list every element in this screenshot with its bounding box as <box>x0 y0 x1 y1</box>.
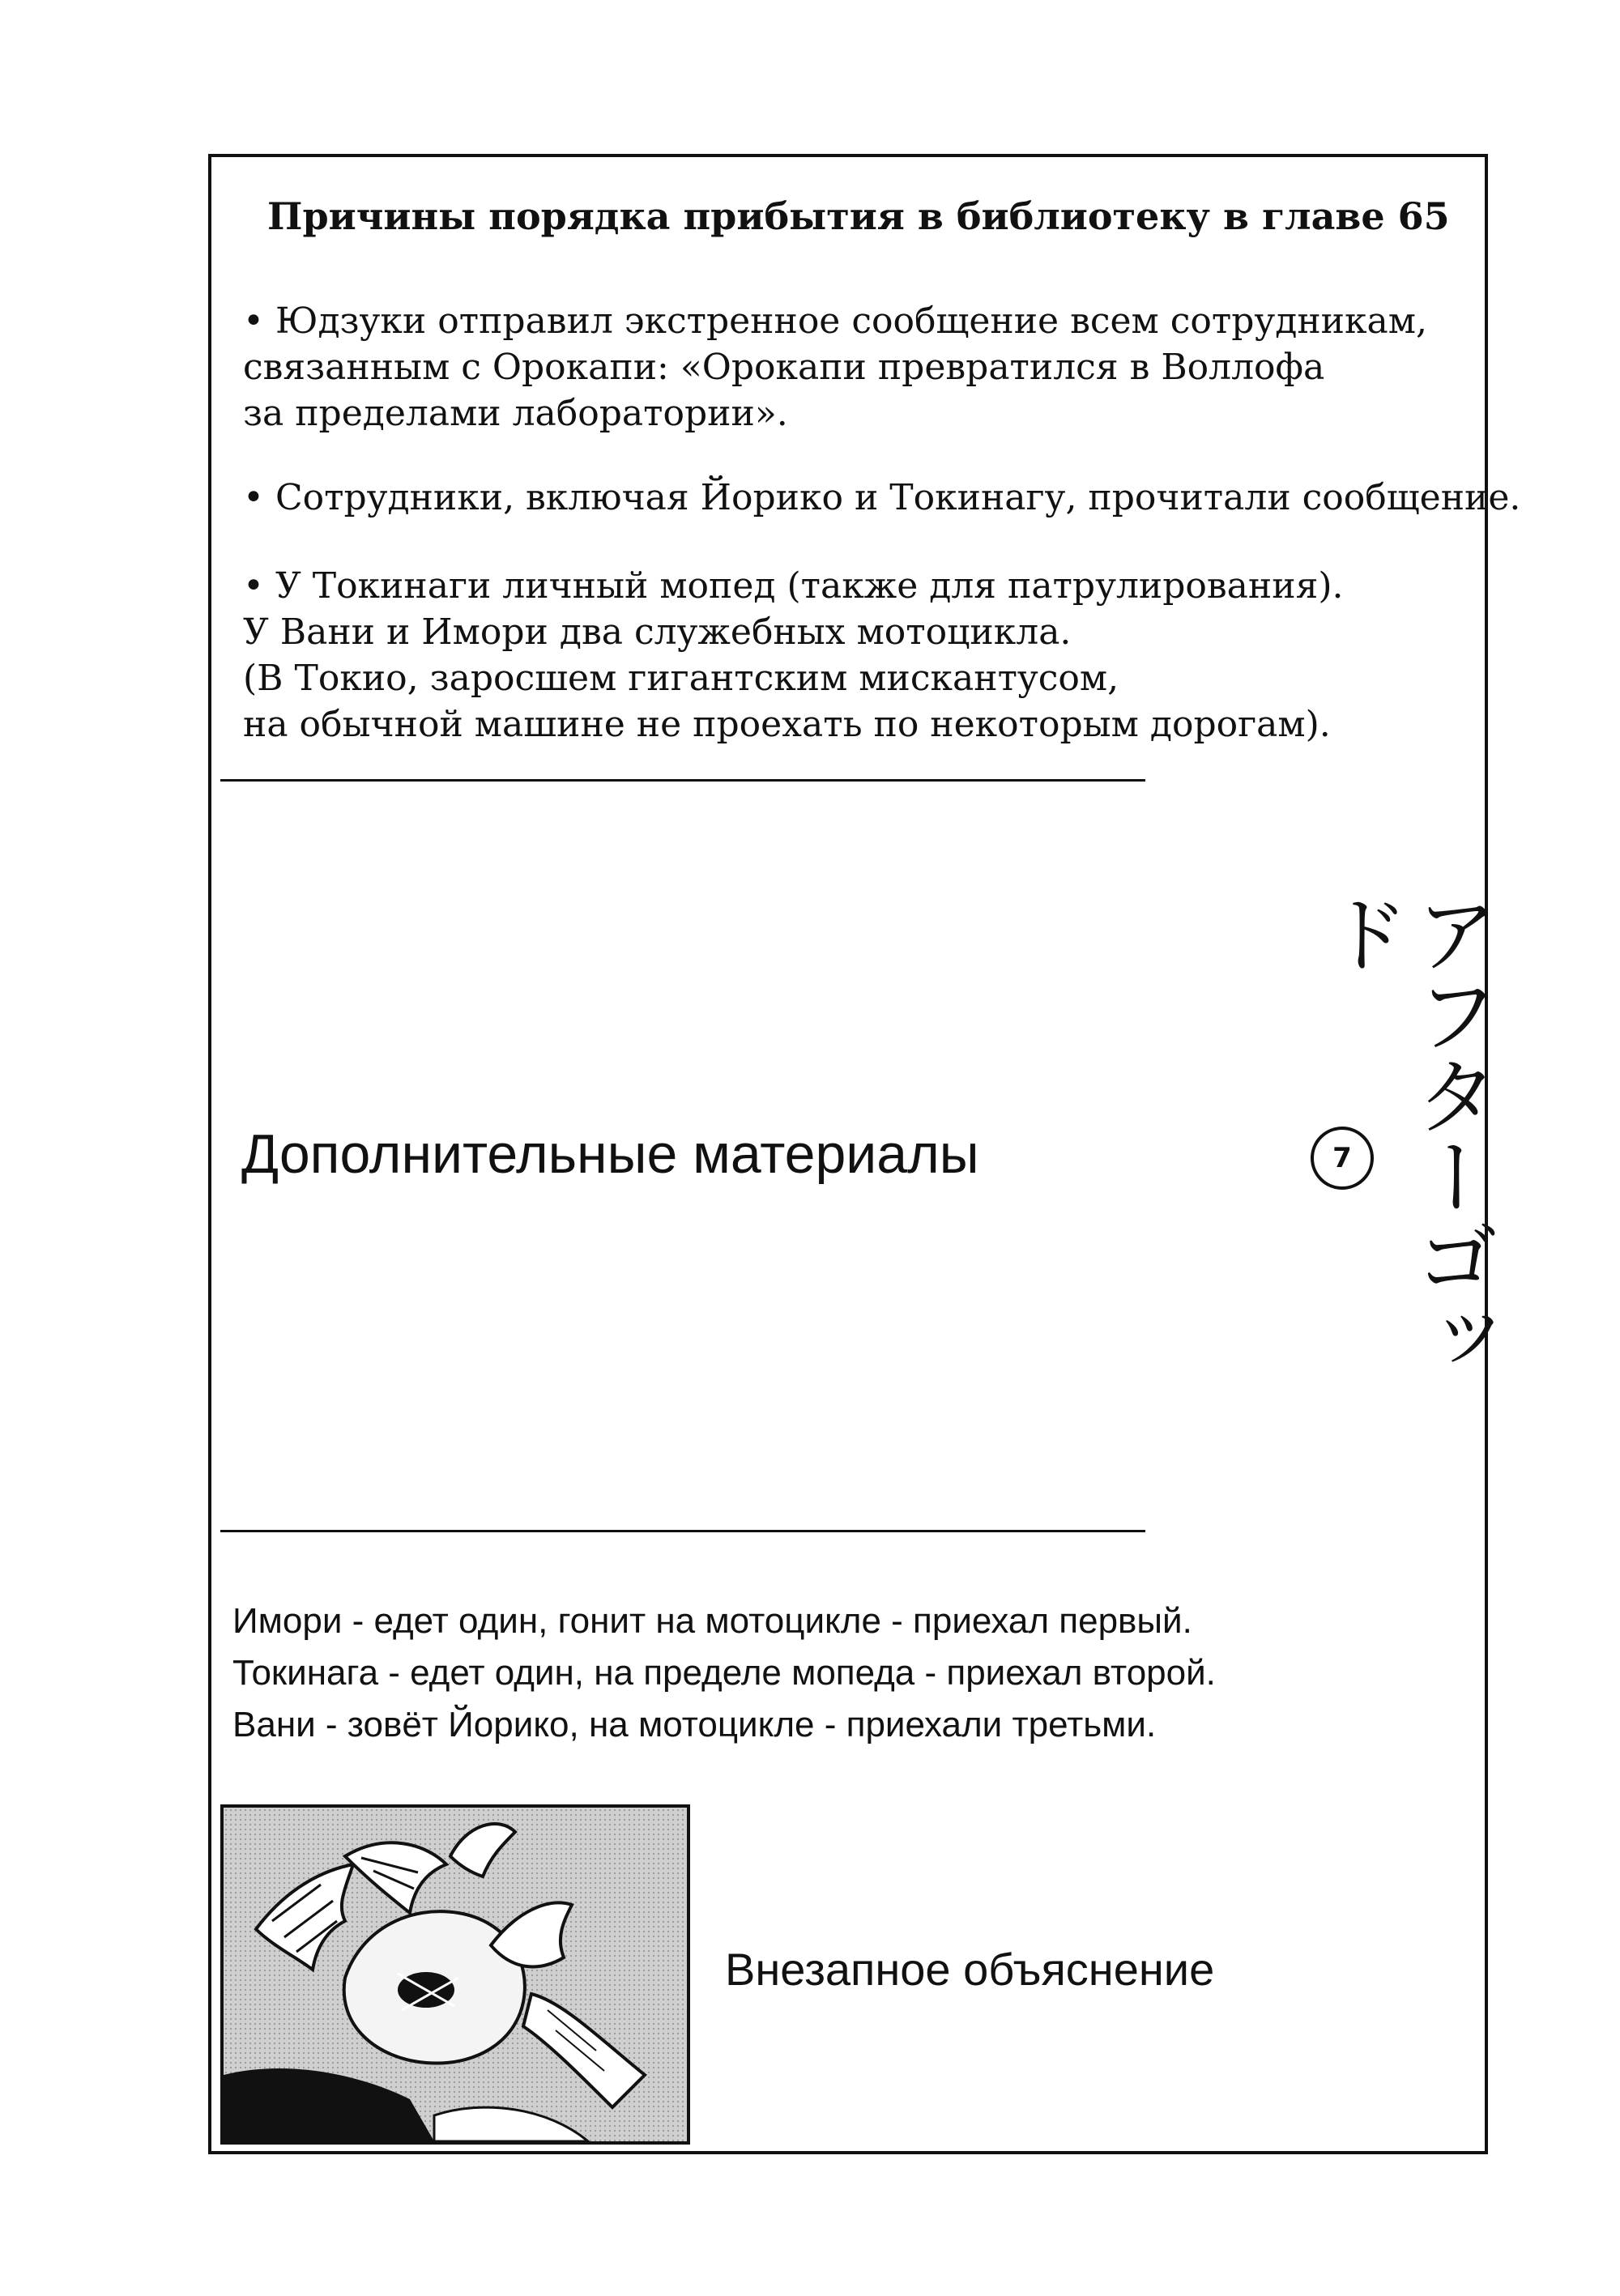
series-title-vertical: アフターゴッド <box>1311 891 1499 1377</box>
divider-top <box>220 779 1145 782</box>
note-line: • Юдзуки отправил экстренное сообщение всем сотрудникам, <box>243 300 1427 342</box>
note-staff-read <box>243 475 1520 521</box>
page-number-badge: 7 <box>1311 1127 1374 1190</box>
note-vehicles <box>243 563 1343 748</box>
section-title: Дополнительные материалы <box>241 1123 979 1185</box>
arrival-order-line: Токинага - едет один, на пределе мопеда - приехал второй. <box>232 1653 1216 1693</box>
note-line: У Вани и Имори два служебных мотоцикла. <box>243 611 1072 653</box>
divider-bottom <box>220 1530 1145 1532</box>
arrival-order-list <box>232 1595 1216 1751</box>
note-line: связанным с Орокапи: «Орокапи превратился в Воллофа <box>243 347 1325 388</box>
note-line: (В Токио, заросшем гигантским мискантусом, <box>243 658 1119 699</box>
manga-panel-image <box>220 1804 690 2145</box>
panel-caption: Внезапное объяснение <box>725 1944 1215 1995</box>
manga-panel-illustration <box>224 1808 687 2141</box>
note-line: за пределами лаборатории». <box>243 393 788 434</box>
note-line: на обычной машине не проехать по некоторым дорогам). <box>243 704 1331 745</box>
arrival-order-line: Имори - едет один, гонит на мотоцикле - приехал первый. <box>232 1601 1192 1641</box>
arrival-order-line: Вани - зовёт Йорико, на мотоцикле - приехали третьми. <box>232 1705 1157 1744</box>
note-line: • У Токинаги личный мопед (также для патрулирования). <box>243 565 1344 607</box>
note-emergency-message <box>243 298 1427 437</box>
note-line: • Сотрудники, включая Йорико и Токинагу, прочитали сообщение. <box>243 477 1521 518</box>
page-title: Причины порядка прибытия в библиотеку в главе 65 <box>267 194 1450 238</box>
